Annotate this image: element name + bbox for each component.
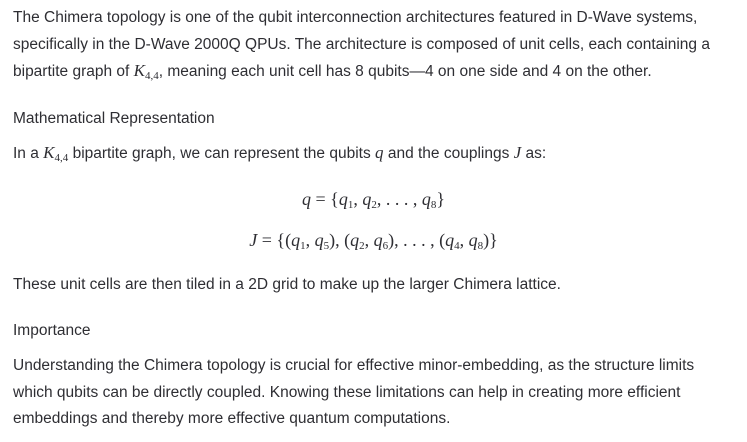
intro-line-3 [13, 58, 741, 86]
tiling-paragraph: These unit cells are then tiled in a 2D grid to make up the larger Chimera lattice. [13, 276, 561, 293]
k44-subscript-2: 4,4 [54, 152, 69, 164]
math-intro-end: as: [521, 145, 547, 162]
intro-line-1: The Chimera topology is one of the qubit interconnection architectures featured in D-Wave systems, [13, 9, 698, 26]
q-symbol: q [375, 143, 384, 162]
intro-line-3-start: bipartite graph of [13, 63, 134, 80]
equation-couplings: $J = \{(q_1$, $q_5$), ($q_2$, $q_6$), . . . , ($q_4$, $q_8$)} [249, 230, 498, 252]
math-intro-mid-2: and the couplings [383, 145, 514, 162]
importance-line-3: embeddings and thereby more effective quantum computations. [13, 410, 451, 427]
importance-line-2: which qubits can be directly coupled. Knowing these limitations can help in creating more efficient [13, 383, 681, 401]
intro-line-3-end: , meaning each unit cell has 8 qubits—4 on one side and 4 on the other. [158, 63, 652, 80]
k44-subscript: 4,4 [144, 70, 159, 82]
math-intro-line [13, 140, 741, 168]
j-symbol: J [513, 143, 522, 162]
intro-line-2: specifically in the D-Wave 2000Q QPUs. The architecture is composed of unit cells, each containing a [13, 35, 710, 53]
math-intro-mid-1: bipartite graph, we can represent the qubits [68, 145, 376, 162]
intro-paragraph [13, 5, 741, 86]
k44-base: K [133, 61, 145, 80]
math-intro-start: In a [13, 145, 44, 162]
k44-math [134, 61, 159, 80]
k44-base-2: K [43, 143, 55, 162]
importance-heading: Importance [13, 322, 91, 339]
importance-line-1: Understanding the Chimera topology is crucial for effective minor-embedding, as the structure limits [13, 357, 695, 374]
math-section-heading: Mathematical Representation [13, 110, 215, 127]
k44-math-2 [43, 143, 68, 162]
equation-qubits: $q = \{q_1$, $q_2$, . . . , $q_8$} [302, 189, 445, 211]
importance-paragraph [13, 353, 741, 433]
